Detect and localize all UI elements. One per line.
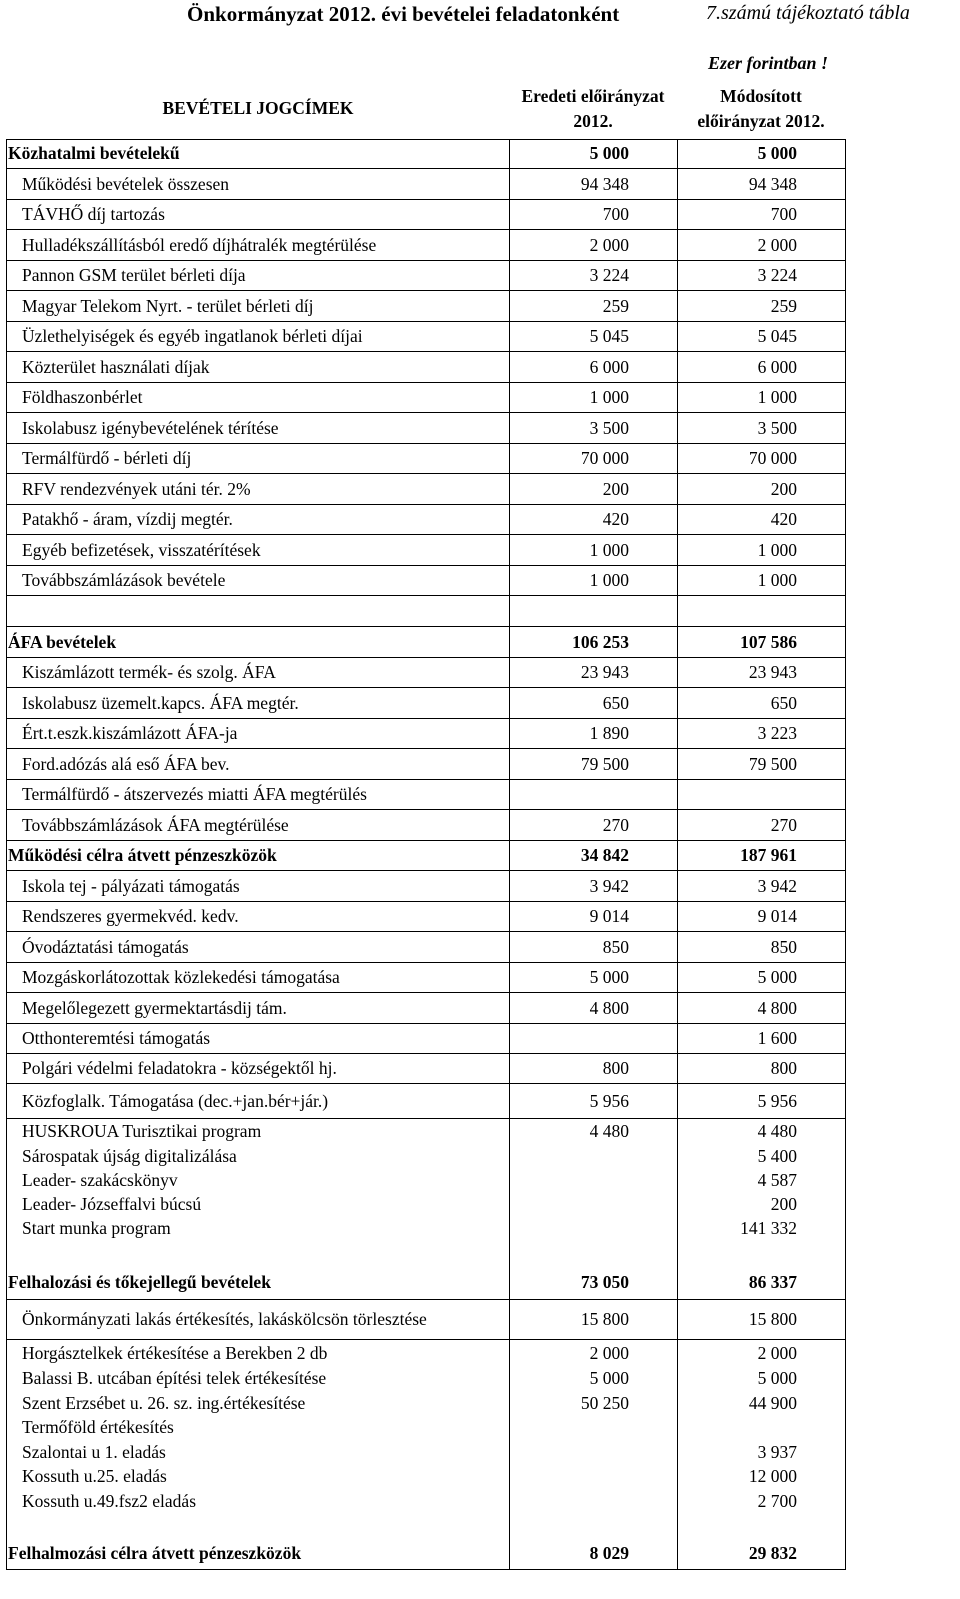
table-row [6,1415,846,1440]
table-row [6,566,846,596]
row-label: Kossuth u.49.fsz2 eladás [22,1490,197,1511]
modified-value [677,1513,797,1538]
row-label: Továbbszámlázások bevétele [22,570,226,590]
modified-value [677,780,797,809]
original-value: 2 000 [589,234,629,255]
original-value: 8 029 [589,1543,629,1563]
column-header-original-line1: Eredeti előirányzat [521,86,665,106]
table-reference: 7.számú tájékoztató tábla [706,2,910,24]
modified-value: 5 000 [757,1368,797,1388]
column-header-original-line2: 2012. [573,111,613,131]
page-title: Önkormányzat 2012. évi bevételei feladatonként [187,2,620,26]
table-row [6,1119,846,1144]
table-section-row [6,1538,846,1570]
modified-value: 850 [770,936,797,957]
row-label: Pannon GSM terület bérleti díja [22,265,246,285]
table-row [6,383,846,413]
original-value: 3 500 [589,417,629,438]
original-value: 650 [602,692,629,713]
modified-value: 2 000 [757,234,797,255]
table-row [6,1464,846,1489]
modified-value: 5 400 [757,1145,797,1166]
modified-value: 1 000 [757,539,797,560]
table-row [6,1216,846,1240]
row-label: Iskola tej - pályázati támogatás [22,875,240,896]
modified-value: 3 942 [757,875,797,896]
row-label: Önkormányzati lakás értékesítés, lakáskölcsön törlesztése [22,1309,427,1329]
table-row [6,1024,846,1054]
original-value [509,780,629,809]
modified-value: 4 800 [757,997,797,1018]
original-value [509,1192,629,1216]
original-value: 106 253 [572,631,629,652]
table-row [6,993,846,1024]
original-value [509,1415,629,1440]
row-label: HUSKROUA Turisztikai program [22,1121,262,1141]
column-header-modified-line2: előirányzat 2012. [697,111,825,131]
modified-value: 2 000 [757,1342,797,1363]
modified-value: 200 [770,1193,797,1214]
modified-value: 259 [770,295,797,316]
original-value [509,1168,629,1192]
modified-value [677,1415,797,1440]
row-label: Iskolabusz üzemelt.kapcs. ÁFA megtér. [22,692,299,713]
column-header-modified [676,84,846,134]
original-value: 73 050 [580,1271,629,1292]
table-row [6,719,846,749]
original-value: 800 [602,1058,629,1078]
row-label: Termálfürdő - bérleti díj [22,448,192,468]
row-label: Közfoglalk. Támogatása (dec.+jan.bér+jár.) [22,1090,329,1111]
original-value: 5 000 [589,967,629,987]
row-label: Felhalmozási célra átvett pénzeszközök [8,1543,302,1563]
modified-value: 1 600 [757,1028,797,1048]
original-value: 50 250 [580,1392,629,1413]
table-row [6,505,846,535]
modified-value: 270 [770,814,797,835]
modified-value: 44 900 [748,1392,797,1413]
original-value [509,1513,629,1538]
original-value: 9 014 [589,906,629,926]
row-label: Termálfürdő - átszervezés miatti ÁFA megtérülés [22,784,367,804]
table-row [6,413,846,444]
table-row [6,322,846,352]
table-row [6,810,846,841]
original-value: 1 000 [589,570,629,590]
modified-value: 4 480 [757,1121,797,1141]
table-row [6,871,846,902]
table-row [6,1513,846,1538]
row-label: Üzlethelyiségek és egyéb ingatlanok bérleti díjai [22,326,363,346]
table-row [6,261,846,291]
modified-value: 420 [770,509,797,529]
modified-value: 2 700 [757,1490,797,1511]
original-value [509,1464,629,1489]
row-label: Sárospatak újság digitalizálása [22,1145,237,1166]
modified-value: 86 337 [748,1271,797,1292]
modified-value: 650 [770,692,797,713]
table-bottom-border [6,1569,846,1570]
row-label: Közhatalmi bevételekű [8,143,180,163]
modified-value: 6 000 [757,356,797,377]
original-value: 200 [602,478,629,499]
row-label: Szent Erzsébet u. 26. sz. ing.értékesítése [22,1392,306,1413]
table-row [6,200,846,230]
row-label: Balassi B. utcában építési telek értékesítése [22,1368,327,1388]
modified-value: 5 000 [757,967,797,987]
original-value [509,1440,629,1464]
table-row [6,1054,846,1084]
row-label: Földhaszonbérlet [22,387,143,407]
row-label: Továbbszámlázások ÁFA megtérülése [22,814,289,835]
original-value: 94 348 [580,173,629,194]
original-value: 3 942 [589,875,629,896]
table-row [6,596,846,627]
table-row [6,1144,846,1168]
row-label: Magyar Telekom Nyrt. - terület bérleti díj [22,295,314,316]
modified-value: 29 832 [748,1543,797,1563]
original-value: 1 000 [589,387,629,407]
modified-value: 15 800 [748,1309,797,1329]
modified-value: 700 [770,204,797,224]
modified-value [677,1240,797,1265]
original-value: 70 000 [580,448,629,468]
table-section-row [6,841,846,871]
original-value: 23 943 [580,662,629,682]
original-value: 1 000 [589,539,629,560]
table-row [6,230,846,261]
row-label: Működési bevételek összesen [22,173,230,194]
table-row [6,535,846,566]
table-row [6,1340,846,1366]
table-row [6,1391,846,1415]
table-row [6,444,846,474]
modified-value: 23 943 [748,662,797,682]
original-value: 5 000 [589,143,629,163]
column-header-titles: BEVÉTELI JOGCÍMEK [162,98,354,118]
row-label: Leader- szakácskönyv [22,1169,178,1190]
table-row [6,169,846,200]
modified-value: 12 000 [748,1466,797,1486]
original-value: 850 [602,936,629,957]
original-value: 5 045 [589,326,629,346]
original-value: 420 [602,509,629,529]
original-value: 4 800 [589,997,629,1018]
row-label: RFV rendezvények utáni tér. 2% [22,478,251,499]
table-row [6,1168,846,1192]
modified-value: 107 586 [740,631,797,652]
column-header-original [510,84,676,134]
table-row [6,291,846,322]
table-row [6,902,846,932]
original-value: 5 000 [589,1368,629,1388]
table-row [6,780,846,810]
original-value: 2 000 [589,1342,629,1363]
column-header-modified-line1: Módosított [720,86,802,106]
original-value: 15 800 [580,1309,629,1329]
row-label: Polgári védelmi feladatokra - községektől hj. [22,1058,337,1078]
row-label: TÁVHŐ díj tartozás [22,204,165,224]
original-value: 270 [602,814,629,835]
table-row [6,1440,846,1464]
original-value: 79 500 [580,753,629,774]
row-label: Kiszámlázott termék- és szolg. ÁFA [22,662,276,682]
row-label: Termőföld értékesítés [22,1417,174,1437]
modified-value: 94 348 [748,173,797,194]
row-label: Felhalozási és tőkejellegű bevételek [8,1271,271,1292]
original-value [509,596,629,626]
table-row [6,352,846,383]
table-section-row [6,627,846,658]
row-label: Start munka program [22,1217,171,1238]
row-label: Ford.adózás alá eső ÁFA bev. [22,753,230,774]
modified-value: 3 937 [757,1441,797,1462]
table-row [6,932,846,963]
table-section-row [6,139,846,169]
row-label: Iskolabusz igénybevételének térítése [22,417,279,438]
row-label: Mozgáskorlátozottak közlekedési támogatása [22,967,340,987]
row-label: Patakhő - áram, vízdij megtér. [22,509,233,529]
modified-value: 800 [770,1058,797,1078]
table-row [6,1489,846,1513]
row-label: Rendszeres gyermekvéd. kedv. [22,906,239,926]
row-label: Szalontai u 1. eladás [22,1441,166,1462]
original-value: 6 000 [589,356,629,377]
table-row [6,963,846,993]
original-value [509,1216,629,1240]
table-row [6,1300,846,1340]
modified-value: 5 000 [757,143,797,163]
modified-value: 3 223 [757,723,797,743]
modified-value: 141 332 [740,1217,797,1238]
row-label: Megelőlegezett gyermektartásdij tám. [22,997,287,1018]
row-label: ÁFA bevételek [8,631,117,652]
modified-value: 9 014 [757,906,797,926]
row-label: Hulladékszállításból eredő díjhátralék megtérülése [22,234,377,255]
table-row [6,1192,846,1216]
modified-value: 70 000 [748,448,797,468]
row-label: Horgásztelkek értékesítése a Berekben 2 db [22,1342,328,1363]
modified-value: 3 224 [757,265,797,285]
row-label: Közterület használati díjak [22,356,210,377]
modified-value: 5 045 [757,326,797,346]
original-value [509,1240,629,1265]
table-row [6,1084,846,1119]
table-section-row [6,1265,846,1300]
modified-value: 79 500 [748,753,797,774]
modified-value: 200 [770,478,797,499]
row-label: Leader- Józseffalvi búcsú [22,1193,202,1214]
original-value: 3 224 [589,265,629,285]
modified-value: 187 961 [740,845,797,865]
table-row [6,749,846,780]
row-label: Egyéb befizetések, visszatérítések [22,539,261,560]
row-label: Működési célra átvett pénzeszközök [8,845,277,865]
original-value: 34 842 [580,845,629,865]
row-label: Kossuth u.25. eladás [22,1466,167,1486]
modified-value: 5 956 [757,1090,797,1111]
table-row [6,474,846,505]
original-value: 700 [602,204,629,224]
original-value [509,1024,629,1053]
table-row [6,658,846,688]
original-value: 259 [602,295,629,316]
original-value: 1 890 [589,723,629,743]
modified-value: 3 500 [757,417,797,438]
unit-note: Ezer forintban ! [708,53,829,73]
original-value: 5 956 [589,1090,629,1111]
table-row [6,688,846,719]
modified-value: 1 000 [757,387,797,407]
modified-value: 1 000 [757,570,797,590]
modified-value: 4 587 [757,1169,797,1190]
table-row [6,1366,846,1391]
row-label: Otthonteremtési támogatás [22,1028,211,1048]
row-label: Óvodáztatási támogatás [22,936,189,957]
row-label: Ért.t.eszk.kiszámlázott ÁFA-ja [22,723,238,743]
original-value [509,1489,629,1513]
original-value: 4 480 [589,1121,629,1141]
table-row [6,1240,846,1265]
original-value [509,1144,629,1168]
modified-value [677,596,797,626]
